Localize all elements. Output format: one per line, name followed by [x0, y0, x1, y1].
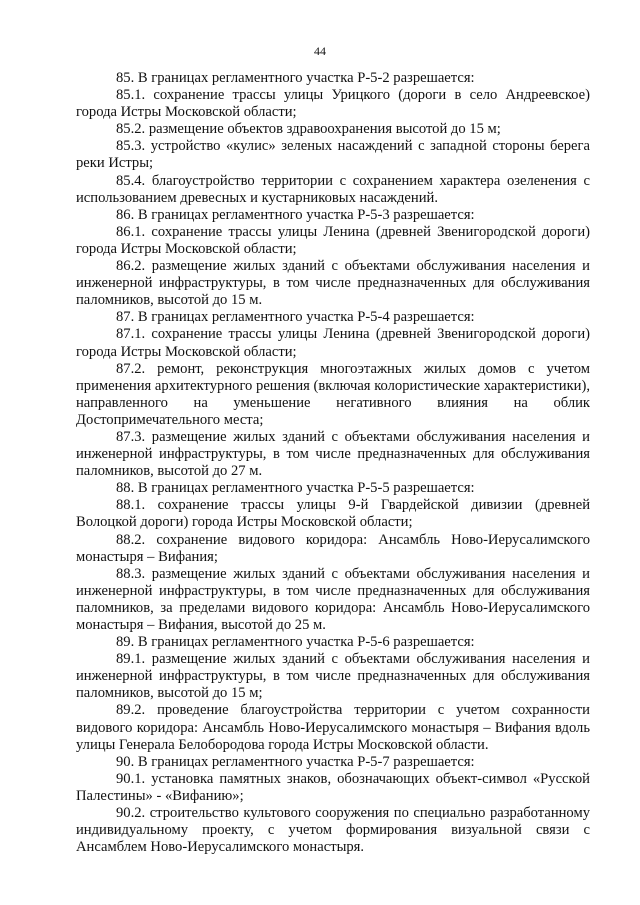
paragraph-90-1: 90.1. установка памятных знаков, обозначающих объект-символ «Русской Палестины» - «Вифанию»;: [76, 770, 590, 804]
document-body: [76, 70, 590, 856]
paragraph-85: 85. В границах регламентного участка Р-5-2 разрешается:: [116, 70, 475, 86]
paragraph-86-2: 86.2. размещение жилых зданий с объектами обслуживания населения и инженерной инфраструктуры, в том числе предназначенных для обслуживания паломников, высотой до 15 м.: [76, 258, 590, 309]
paragraph-89-1: 89.1. размещение жилых зданий с объектами обслуживания населения и инженерной инфраструктуры, в том числе предназначенных для обслуживания паломников, высотой до 15 м;: [76, 651, 590, 702]
paragraph-86-1: 86.1. сохранение трассы улицы Ленина (древней Звенигородской дороги) города Истры Московской области;: [76, 223, 590, 257]
paragraph-85-1: 85.1. сохранение трассы улицы Урицкого (дороги в село Андреевское) города Истры Московской области;: [76, 87, 590, 121]
paragraph-85-2: 85.2. размещение объектов здравоохранения высотой до 15 м;: [116, 121, 501, 138]
paragraph-90: 90. В границах регламентного участка Р-5-7 разрешается:: [116, 753, 475, 770]
paragraph-88: 88. В границах регламентного участка Р-5-5 разрешается:: [116, 480, 475, 497]
paragraph-86: 86. В границах регламентного участка Р-5-3 разрешается:: [116, 206, 475, 223]
paragraph-90-2: 90.2. строительство культового сооружения по специально разработанному индивидуальному проекту, с учетом формирования визуальной связи с Ансамблем Ново-Иерусалимского монастыря.: [76, 805, 590, 856]
paragraph-88-1: 88.1. сохранение трассы улицы 9-й Гвардейской дивизии (древней Волоцкой дороги) города Истры Московской области;: [76, 497, 590, 531]
paragraph-85-4: 85.4. благоустройство территории с сохранением характера озеленения с использованием древесных и кустарниковых насаждений.: [76, 172, 590, 206]
paragraph-88-2: 88.2. сохранение видового коридора: Ансамбль Ново-Иерусалимского монастыря – Вифания;: [76, 531, 590, 565]
paragraph-88-3: 88.3. размещение жилых зданий с объектами обслуживания населения и инженерной инфраструктуры, в том числе предназначенных для обслуживания паломников, за пределами видового коридора: Ансамбль Ново-Иерусалимского монастыря – Вифания, высотой до 25 м.: [76, 565, 590, 633]
paragraph-87-2: 87.2. ремонт, реконструкция многоэтажных жилых домов с учетом применения архитектурного решения (включая колористические характеристики), направленного на уменьшение негативного влияния на облик Достопримечательного места;: [76, 360, 590, 428]
paragraph-85-3: 85.3. устройство «кулис» зеленых насаждений с западной стороны берега реки Истры;: [76, 138, 590, 172]
page-number: 44: [314, 44, 326, 58]
paragraph-89: 89. В границах регламентного участка Р-5-6 разрешается:: [116, 634, 475, 651]
paragraph-87-1: 87.1. сохранение трассы улицы Ленина (древней Звенигородской дороги) города Истры Московской области;: [76, 326, 590, 360]
paragraph-89-2: 89.2. проведение благоустройства территории с учетом сохранности видового коридора: Ансамбль Ново-Иерусалимского монастыря – Вифания вдоль улицы Генерала Белобородова города Истры Московской области.: [76, 702, 590, 753]
paragraph-87-3: 87.3. размещение жилых зданий с объектами обслуживания населения и инженерной инфраструктуры, в том числе предназначенных для обслуживания паломников, высотой до 27 м.: [76, 428, 590, 480]
paragraph-87: 87. В границах регламентного участка Р-5-4 разрешается:: [116, 309, 475, 326]
